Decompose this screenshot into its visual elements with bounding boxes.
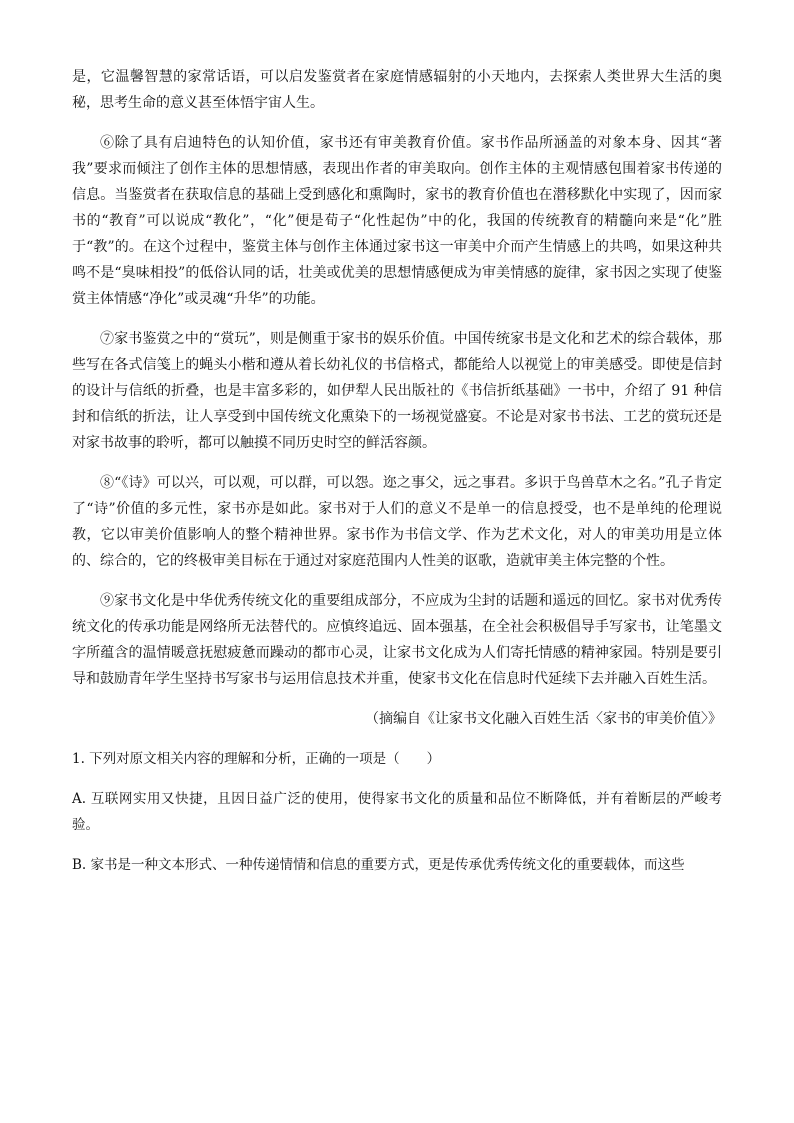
option-b: B. 家书是一种文本形式、一种传递情情和信息的重要方式，更是传承优秀传统文化的重要载体，而这些 [72, 857, 685, 873]
article-body [72, 64, 722, 878]
option-a: A. 互联网实用又快捷，且因日益广泛的使用，使得家书文化的质量和品位不断降低，并有着断层的严峻考验。 [72, 791, 722, 833]
paragraph-continued: 是，它温馨智慧的家常话语，可以启发鉴赏者在家庭情感辐射的小天地内，去探索人类世界大生活的奥秘，思考生命的意义甚至体悟宇宙人生。 [72, 69, 722, 111]
paragraph-7: ⑦家书鉴赏之中的“赏玩”，则是侧重于家书的娱乐价值。中国传统家书是文化和艺术的综合载体，那些写在各式信笺上的蝇头小楷和遵从着长幼礼仪的书信格式，都能给人以视觉上的审美感受。即使是信封的设计与信纸的折叠，也是丰富多彩的，如伊犁人民出版社的《书信折纸基础》一书中，介绍了 91 种信封和信纸的折法，让人享受到中国传统文化熏染下的一场视觉盛宴。不论是对家书书法、工艺的赏玩还是对家书故事的聆听，都可以触摸不同历史时空的鲜活容颜。 [72, 331, 722, 451]
paragraph-6: ⑥除了具有启迪特色的认知价值，家书还有审美教育价值。家书作品所涵盖的对象本身、因其“著我”要求而倾注了创作主体的思想情感，表现出作者的审美取向。创作主体的主观情感包围着家书传递的信息。当鉴赏者在获取信息的基础上受到感化和熏陶时，家书的教育价值也在潜移默化中实现了，因而家书的“教育”可以说成“教化”，“化”便是荀子“化性起伪”中的化，我国的传统教育的精髓向来是“化”胜于“教”的。在这个过程中，鉴赏主体与创作主体通过家书这一审美中介而产生情感上的共鸣，如果这种共鸣不是“臭味相投”的低俗认同的话，壮美或优美的思想情感便成为审美情感的旋律，家书因之实现了使鉴赏主体情感“净化”或灵魂“升华”的功能。 [72, 135, 722, 307]
source-citation: （摘编自《让家书文化融入百姓生活〈家书的审美价值〉》 [365, 711, 722, 727]
question-1: 1. 下列对原文相关内容的理解和分析，正确的一项是（ ） [72, 751, 441, 767]
paragraph-9: ⑨家书文化是中华优秀传统文化的重要组成部分，不应成为尘封的话题和遥远的回忆。家书对优秀传统文化的传承功能是网络所无法替代的。应慎终追远、固本强基，在全社会积极倡导手写家书，让笔墨文字所蕴含的温情暖意抚慰疲惫而躁动的都市心灵，让家书文化成为人们寄托情感的精神家园。特别是要引导和鼓励青年学生坚持书写家书与运用信息技术并重，使家书文化在信息时代延续下去并融入百姓生活。 [72, 593, 722, 687]
paragraph-8: ⑧“《诗》可以兴，可以观，可以群，可以怨。迩之事父，远之事君。多识于鸟兽草木之名。”孔子肯定了“诗”价值的多元性，家书亦是如此。家书对于人们的意义不是单一的信息授受，也不是单纯的伦理说教，它以审美价值影响人的整个精神世界。家书作为书信文学、作为艺术文化，对人的审美功用是立体的、综合的，它的终极审美目标在于通过对家庭范围内人性美的讴歌，造就审美主体完整的个性。 [72, 475, 722, 569]
